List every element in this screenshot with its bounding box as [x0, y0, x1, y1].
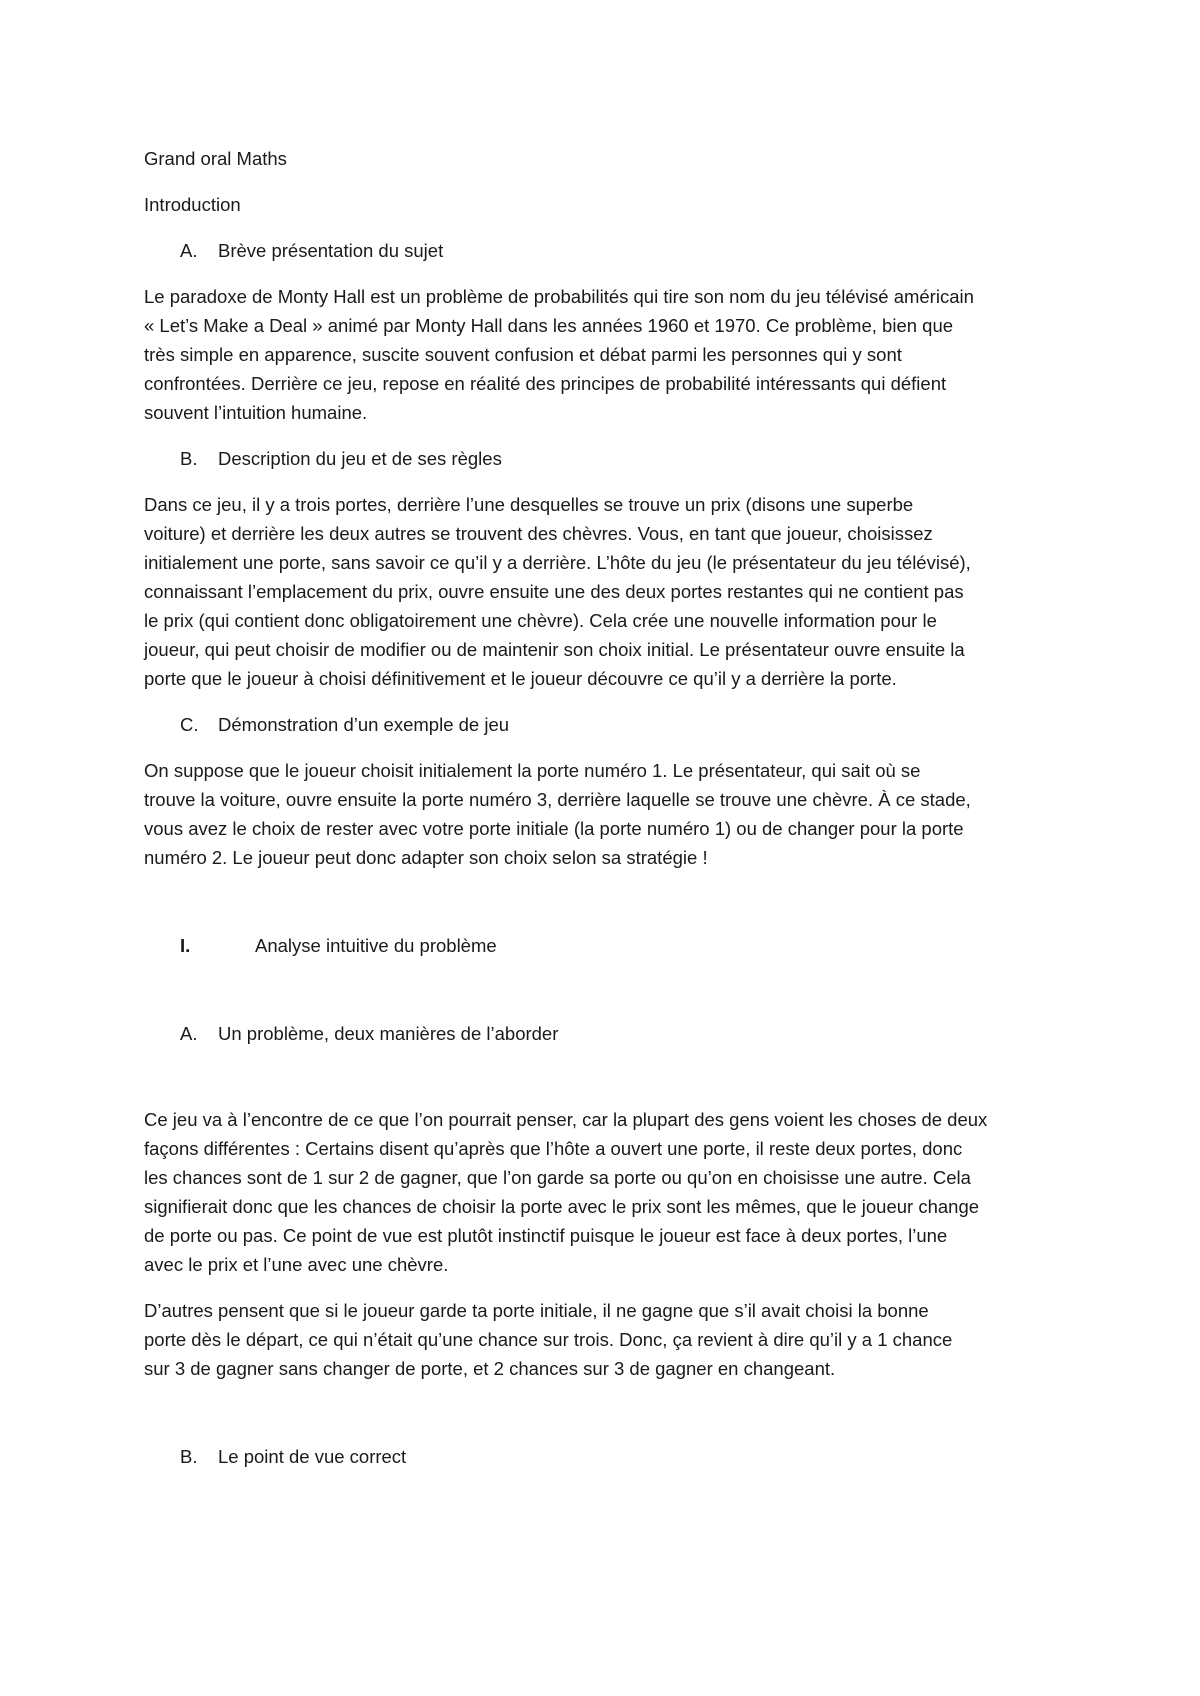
document-body: [144, 144, 1064, 1488]
part-1-b-title: Le point de vue correct: [218, 1446, 407, 1467]
part-1-b-heading: [144, 1442, 1064, 1471]
part-1-a-title: Un problème, deux manières de l’aborder: [218, 1023, 559, 1044]
paragraph-rules: Dans ce jeu, il y a trois portes, derrière l’une desquelles se trouve un prix (disons une superbe voiture) et derrière les deux autres se trouvent des chèvres. Vous, en tant que joueur, choisissez initialement une porte, sans savoir ce qu’il y a derrière. L’hôte du jeu (le présentateur du jeu télévisé), connaissant l’emplacement du prix, ouvre ensuite une des deux portes restantes qui ne contient pas le prix (qui contient donc obligatoirement une chèvre). Cela crée une nouvelle information pour le joueur, qui peut choisir de modifier ou de maintenir son choix initial. Le présentateur ouvre ensuite la porte que le joueur à choisi définitivement et le joueur découvre ce qu’il y a derrière la porte.: [144, 494, 971, 689]
section-b-title: Description du jeu et de ses règles: [218, 448, 502, 469]
section-c-heading: [144, 710, 1064, 739]
document-title: Grand oral Maths: [144, 148, 287, 169]
part-1-a-heading: [144, 1019, 1064, 1048]
part-1-b-marker: B.: [180, 1446, 198, 1467]
paragraph-two-views: Ce jeu va à l’encontre de ce que l’on pourrait penser, car la plupart des gens voient les choses de deux façons différentes : Certains disent qu’après que l’hôte a ouvert une porte, il reste deux portes, donc les chances sont de 1 sur 2 de gagner, que l’on garde sa porte ou qu’on en choisisse une autre. Cela signifierait donc que les chances de choisir la porte avec le prix sont les mêmes, que le joueur change de porte ou pas. Ce point de vue est plutôt instinctif puisque le joueur est face à deux portes, l’une avec le prix et l’une avec une chèvre.: [144, 1109, 988, 1275]
section-a-title: Brève présentation du sujet: [218, 240, 444, 261]
section-c-marker: C.: [180, 714, 199, 735]
paragraph-presentation: Le paradoxe de Monty Hall est un problème de probabilités qui tire son nom du jeu télévisé américain « Let’s Make a Deal » animé par Monty Hall dans les années 1960 et 1970. Ce problème, bien que très simple en apparence, suscite souvent confusion et débat parmi les personnes qui y sont confrontées. Derrière ce jeu, repose en réalité des principes de probabilité intéressants qui défient souvent l’intuition humaine.: [144, 286, 974, 423]
section-b-marker: B.: [180, 448, 198, 469]
section-c-title: Démonstration d’un exemple de jeu: [218, 714, 510, 735]
part-1-marker: I.: [180, 935, 191, 956]
part-1-a-marker: A.: [180, 1023, 198, 1044]
intro-heading: Introduction: [144, 194, 241, 215]
paragraph-example: On suppose que le joueur choisit initialement la porte numéro 1. Le présentateur, qui sait où se trouve la voiture, ouvre ensuite la porte numéro 3, derrière laquelle se trouve une chèvre. À ce stade, vous avez le choix de rester avec votre porte initiale (la porte numéro 1) ou de changer pour la porte numéro 2. Le joueur peut donc adapter son choix selon sa stratégie !: [144, 760, 971, 868]
paragraph-other-view: D’autres pensent que si le joueur garde ta porte initiale, il ne gagne que s’il avait choisi la bonne porte dès le départ, ce qui n’était qu’une chance sur trois. Donc, ça revient à dire qu’il y a 1 chance sur 3 de gagner sans changer de porte, et 2 chances sur 3 de gagner en changeant.: [144, 1300, 953, 1379]
part-1-title: Analyse intuitive du problème: [255, 935, 497, 956]
section-a-heading: [144, 236, 1064, 265]
section-a-marker: A.: [180, 240, 198, 261]
section-b-heading: [144, 444, 1064, 473]
part-1-heading: [144, 931, 1064, 960]
